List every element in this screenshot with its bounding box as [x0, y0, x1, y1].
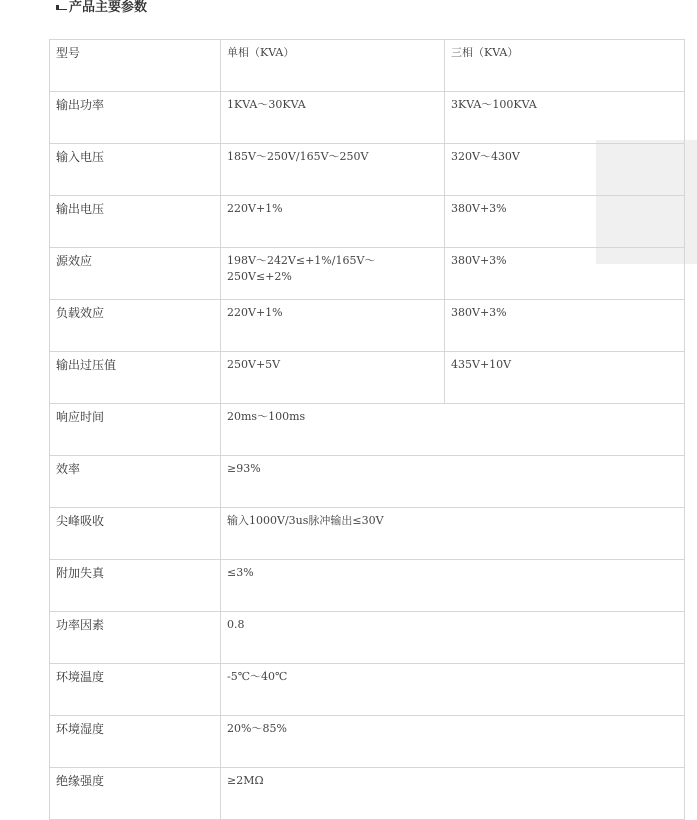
bullet-icon [56, 5, 67, 10]
table-row [50, 716, 685, 768]
table-row [50, 560, 685, 612]
row-label: 负载效应 [50, 300, 221, 352]
table-row [50, 92, 685, 144]
three-phase-header: 三相（KVA） [445, 40, 685, 92]
row-label: 效率 [50, 456, 221, 508]
section-heading [56, 0, 147, 16]
single-phase-value: 220V+1% [221, 300, 445, 352]
row-value: 20%～85% [221, 716, 685, 768]
row-label: 源效应 [50, 248, 221, 300]
row-label: 环境湿度 [50, 716, 221, 768]
three-phase-value: 320V～430V [445, 144, 685, 196]
single-phase-header: 单相（KVA） [221, 40, 445, 92]
row-value: ≥2MΩ [221, 768, 685, 820]
row-label: 附加失真 [50, 560, 221, 612]
three-phase-value: 380V+3% [445, 196, 685, 248]
table-row [50, 508, 685, 560]
row-label: 尖峰吸收 [50, 508, 221, 560]
table-row [50, 456, 685, 508]
table-row [50, 144, 685, 196]
row-value: 输入1000V/3us脉冲输出≤30V [221, 508, 685, 560]
table-row [50, 664, 685, 716]
three-phase-value: 380V+3% [445, 300, 685, 352]
row-label: 环境温度 [50, 664, 221, 716]
table-row [50, 300, 685, 352]
table-row [50, 768, 685, 820]
table-row [50, 196, 685, 248]
single-phase-value: 198V～242V≤+1%/165V～250V≤+2% [221, 248, 445, 300]
table-row [50, 612, 685, 664]
row-label: 绝缘强度 [50, 768, 221, 820]
single-phase-value: 1KVA～30KVA [221, 92, 445, 144]
section-title: 产品主要参数 [69, 0, 148, 15]
table-row [50, 352, 685, 404]
single-phase-value: 250V+5V [221, 352, 445, 404]
table-row [50, 404, 685, 456]
row-label: 响应时间 [50, 404, 221, 456]
row-label: 输出功率 [50, 92, 221, 144]
single-phase-value: 185V～250V/165V～250V [221, 144, 445, 196]
three-phase-value: 435V+10V [445, 352, 685, 404]
row-value: 0.8 [221, 612, 685, 664]
table-row [50, 248, 685, 300]
three-phase-value: 380V+3% [445, 248, 685, 300]
table-row [50, 40, 685, 92]
row-label: 输出过压值 [50, 352, 221, 404]
row-value: ≤3% [221, 560, 685, 612]
row-label: 功率因素 [50, 612, 221, 664]
row-value: 20ms～100ms [221, 404, 685, 456]
row-label: 输出电压 [50, 196, 221, 248]
single-phase-value: 220V+1% [221, 196, 445, 248]
row-label: 输入电压 [50, 144, 221, 196]
spec-table [49, 39, 685, 820]
three-phase-value: 3KVA～100KVA [445, 92, 685, 144]
row-label: 型号 [50, 40, 221, 92]
row-value: ≥93% [221, 456, 685, 508]
row-value: -5℃～40℃ [221, 664, 685, 716]
